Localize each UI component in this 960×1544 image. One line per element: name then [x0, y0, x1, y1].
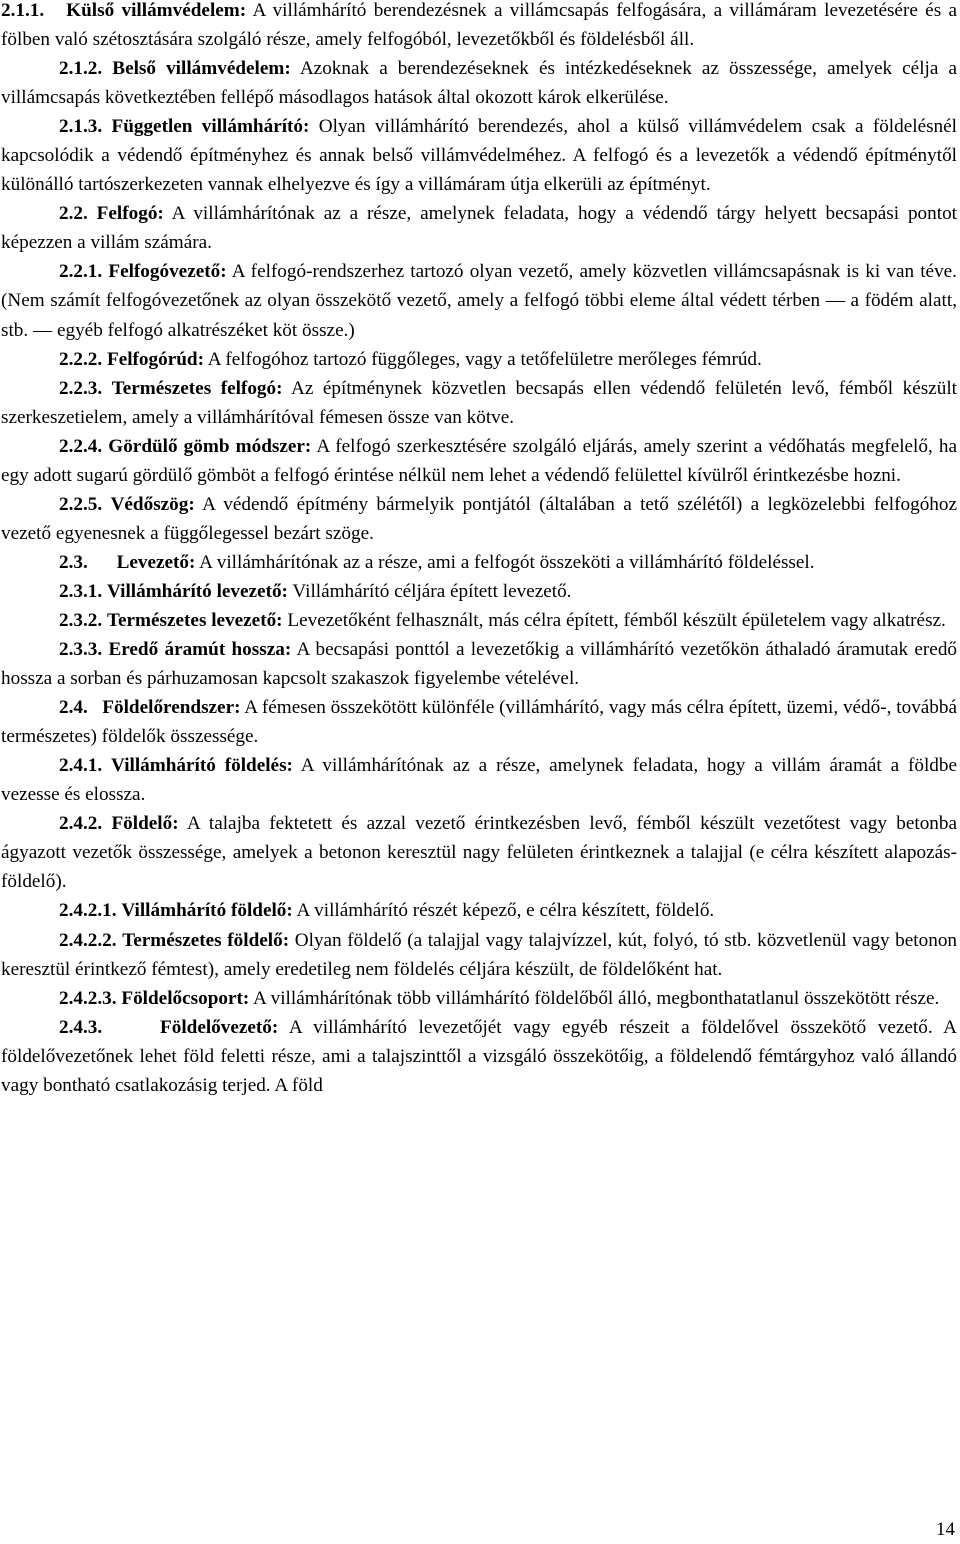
section-number: 2.3.3. [59, 639, 103, 661]
definition-text: Olyan földelő (a talajjal vagy talajvízzel, kút, folyó, tó stb. közvetlenül vagy betonon keresztül érintkező fémtest), amely eredetileg nem földelés céljára készült, de földelőként hat. [1, 929, 958, 980]
definition-paragraph [1, 374, 957, 432]
definition-text: A felfogó-rendszerhez tartozó olyan vezető, amely közvetlen villámcsapásnak is ki van téve. (Nem számít felfogóvezetőnek az olyan összekötő vezető, amely a felfogó többi eleme által védett térben — a födém alatt, stb. — egyéb felfogó alkatrészéket köt össze.) [1, 261, 957, 341]
defined-term: Villámhárító földelő: [121, 900, 293, 922]
defined-term: Levezető: [116, 551, 196, 573]
defined-term: Külső villámvédelem: [66, 0, 247, 21]
defined-term: Földelőcsoport: [121, 987, 250, 1009]
defined-term: Természetes földelő: [122, 929, 290, 951]
page-number: 14 [935, 1519, 955, 1540]
section-number: 2.3.2. [59, 609, 103, 631]
definition-text: A becsapási ponttól a levezetőkig a villámhárító vezetőkön áthaladó áramutak eredő hossza a sorban és párhuzamosan kapcsolt szakaszok figyelembe vételével. [1, 639, 958, 690]
defined-term: Földelőrendszer: [102, 697, 241, 719]
defined-term: Villámhárító levezető: [106, 580, 288, 602]
section-number: 2.1.3. [59, 116, 103, 138]
definition-text: A fémesen összekötött különféle (villámhárító, vagy más célra épített, üzemi, védő-, továbbá természetes) földelők összessége. [1, 697, 958, 748]
definition-paragraph [1, 548, 957, 577]
section-number: 2.1.2. [59, 58, 103, 80]
defined-term: Földelő: [111, 813, 179, 835]
section-number: 2.2.4. [59, 435, 103, 457]
definition-text: A villámhárító berendezésnek a villámcsapás felfogására, a villámáram levezetésére és a fölben való szétosztására szolgáló része, amely felfogóból, levezetőkből és földelésből áll. [1, 0, 958, 51]
definition-paragraph [1, 896, 957, 925]
defined-term: Független villámhárító: [111, 116, 310, 138]
definition-paragraph [1, 490, 957, 548]
section-number: 2.2. [59, 203, 88, 225]
definition-paragraph [1, 0, 957, 54]
defined-term: Villámhárító földelés: [111, 755, 293, 777]
definition-text: Levezetőként felhasznált, más célra épített, fémből készült épületelem vagy alkatrész. [287, 609, 946, 631]
section-number: 2.4.3. [59, 1016, 103, 1038]
definition-paragraph [1, 984, 957, 1013]
definition-paragraph [1, 257, 957, 344]
definition-paragraph [1, 112, 957, 199]
defined-term: Felfogóvezető: [108, 261, 227, 283]
section-number: 2.2.1. [59, 261, 103, 283]
definition-paragraph [1, 54, 957, 112]
defined-term: Felfogó: [96, 203, 164, 225]
definition-paragraph [1, 751, 957, 809]
definition-text: Az építménynek közvetlen becsapás ellen védendő felületén levő, fémből készült szerkeszetielem, amely a villámhárítóval fémesen össze van kötve. [1, 377, 957, 428]
definition-text: Olyan villámhárító berendezés, ahol a külső villámvédelem csak a földelésnél kapcsolódik a védendő építményhez és annak belső villámvédelméhez. A felfogó és a levezetők a védendő építménytől különálló tartószerkezeten vannak elhelyezve és így a villámáram útja elkerüli az építményt. [1, 116, 957, 196]
definition-text: A felfogó szerkesztésére szolgáló eljárás, amely szerint a védőhatás megfelelő, ha egy adott sugarú gördülő gömböt a felfogó érintése nélkül nem lehet a védendő felülettel kívülről érintkezésbe hozni. [1, 435, 957, 486]
section-number: 2.4.2.2. [59, 929, 117, 951]
definition-paragraph [1, 1013, 957, 1100]
defined-term: Eredő áramút hossza: [108, 639, 292, 661]
definition-text: A villámhárítónak az a része, amelynek feladata, hogy a villám áramát a földbe vezesse és elossza. [1, 755, 957, 806]
defined-term: Földelővezető: [160, 1016, 279, 1038]
definition-paragraph [1, 345, 957, 374]
definition-paragraph [1, 693, 957, 751]
definition-paragraph [1, 926, 957, 984]
definition-paragraph [1, 606, 957, 635]
section-number: 2.4.2. [59, 813, 103, 835]
defined-term: Gördülő gömb módszer: [108, 435, 312, 457]
definition-text: A felfogóhoz tartozó függőleges, vagy a tetőfelületre merőleges fémrúd. [207, 348, 762, 370]
definition-paragraph [1, 635, 957, 693]
section-number: 2.4.2.3. [59, 987, 117, 1009]
section-number: 2.3. [59, 551, 88, 573]
definition-text: Azoknak a berendezéseknek és intézkedéseknek az összessége, amelyek célja a villámcsapás következtében fellépő másodlagos hatások által okozott károk elkerülése. [1, 58, 957, 109]
definition-text: A védendő építmény bármelyik pontjától (általában a tető szélétől) a legközelebbi felfogóhoz vezető egyenesnek a függőlegessel bezárt szöge. [1, 493, 958, 544]
section-number: 2.1.1. [1, 0, 45, 21]
definition-paragraph [1, 809, 957, 896]
defined-term: Védőszög: [110, 493, 195, 515]
section-number: 2.2.2. [59, 348, 103, 370]
definition-text: A villámhárító részét képező, e célra készített, földelő. [296, 900, 715, 922]
definition-text: A villámhárítónak több villámhárító földelőből álló, megbonthatatlanul összekötött része. [253, 987, 940, 1009]
definition-paragraph [1, 199, 957, 257]
section-number: 2.4. [59, 697, 88, 719]
section-number: 2.4.2.1. [59, 900, 117, 922]
defined-term: Felfogórúd: [106, 348, 204, 370]
document-body [1, 0, 957, 1100]
definition-text: A villámhárítónak az a része, ami a felfogót összeköti a villámhárító földeléssel. [199, 551, 815, 573]
definition-text: A villámhárítónak az a része, amelynek feladata, hogy a védendő tárgy helyett becsapási pontot képezzen a villám számára. [1, 203, 957, 254]
definition-text: A villámhárító levezetőjét vagy egyéb részeit a földelővel összekötő vezető. A földelővezetőnek lehet föld feletti része, ami a talajszinttől a vizsgáló összekötőig, a földelendő fémtárgyhoz való állandó vagy bontható csatlakozásig terjed. A föld [1, 1016, 957, 1096]
defined-term: Belső villámvédelem: [112, 58, 291, 80]
definition-text: A talajba fektetett és azzal vezető érintkezésben levő, fémből készült vezetőtest vagy betonba ágyazott vezetők összessége, amelyek a betonon keresztül nagy felületen érintkeznek a talajjal (e célra készített alapozás-földelő). [1, 813, 957, 893]
definition-text: Villámhárító céljára épített levezető. [292, 580, 572, 602]
section-number: 2.2.5. [59, 493, 103, 515]
section-number: 2.3.1. [59, 580, 103, 602]
section-number: 2.2.3. [59, 377, 103, 399]
section-number: 2.4.1. [59, 755, 103, 777]
definition-paragraph [1, 432, 957, 490]
definition-paragraph [1, 577, 957, 606]
defined-term: Természetes felfogó: [111, 377, 283, 399]
defined-term: Természetes levezető: [106, 609, 283, 631]
